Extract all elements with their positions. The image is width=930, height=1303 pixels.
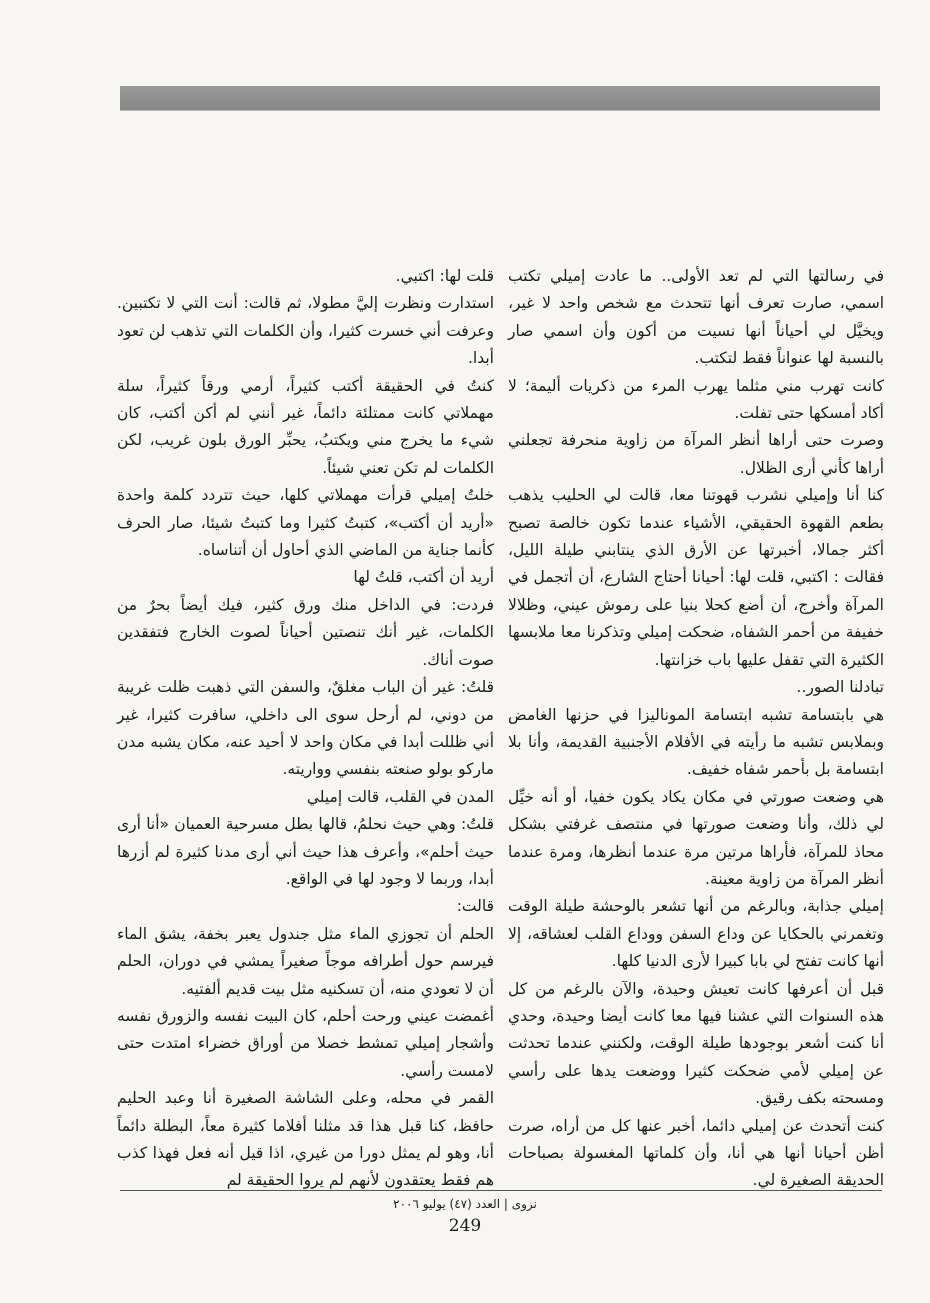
paragraph: إميلي جذابة، وبالرغم من أنها تشعر بالوحشة طيلة الوقت وتغمرني بالحكايا عن وداع السفن ووداع القلب لعشاقه، إلا أنها كانت تفتح لي بابا كبيرا لأرى الدنيا كلها.: [508, 897, 884, 971]
footer-rule: [120, 1190, 882, 1191]
paragraph: قبل أن أعرفها كانت تعيش وحيدة، والآن بالرغم من كل هذه السنوات التي عشنا فيها معا كانت أيضا وحيدة، وحدي أنا كنت أشعر بوجودها طيلة الوقت، ولكنني عندما تحدثت عن إميلي لأمي ضحكت كثيرا ووضعت يدها على رأسي ومسحته بكف رقيق.: [508, 979, 884, 1108]
paragraph: القمر في محله، وعلى الشاشة الصغيرة أنا وعبد الحليم حافظ، كنا قبل هذا قد مثلنا أفلاما كثيرة معاً، البطلة دائماً أنا، وهو لم يمثل دورا من غيري، اذا قيل أنه فعل فهذا كذب هم فقط يعتقدون لأنهم لم يروا الحقيقة لم: [117, 1089, 494, 1190]
header-underline: [120, 110, 880, 111]
paragraph: وصرت حتى أراها أنظر المرآة من زاوية منحرفة تجعلني أراها كأني أرى الظلال.: [508, 431, 884, 477]
paragraph: قلتُ: غير أن الباب مغلقٌ، والسفن التي ذهبت ظلت غريبة من دوني، لم أرحل سوى الى داخلي، سافرت كثيرا، غير أني ظللت أبدا في مكان واحد لا أحيد عنه، مكان يشبه مدن ماركو بولو صنعته بنفسي وواريته.: [117, 678, 494, 779]
header-gray-band: [120, 86, 880, 110]
paragraph: قلت لها: اكتبي.: [395, 267, 494, 285]
paragraph: قلتُ: وهي حيث نحلمُ، قالها بطل مسرحية العميان «أنا أرى حيث أحلم»، وأعرف هذا حيث أني أرى مدنا كثيرة لم أزرها أبدا، وربما لا وجود لها في الواقع.: [117, 815, 494, 888]
paragraph: قالت:: [456, 897, 494, 916]
page-number: 249: [448, 1216, 482, 1236]
paragraph: هي بابتسامة تشبه ابتسامة الموناليزا في حزنها الغامض وبملابس تشبه ما رأيته في الأفلام الأجنبية القديمة، وأنا بلا ابتسامة بل بأحمر شفاه خفيف.: [508, 705, 884, 779]
paragraph: كنت أتحدث عن إميلي دائما، أخبر عنها كل من أراه، صرت أظن أحيانا أنها هي أنا، وأن كلماتها المغسولة بصباحات الحديقة الصغيرة لي.: [508, 1116, 884, 1190]
footer-publication: نزوى | العدد (٤٧) يوليو ٢٠٠٦: [393, 1197, 537, 1211]
article-column-right: [508, 263, 884, 1190]
paragraph: فردت: في الداخل منك ورق كثير، فيك أيضاً بحرٌ من الكلمات، غير أنك تنصتين أحياناً لصوت الخارج فتفقدين صوت أناك.: [117, 595, 494, 669]
paragraph: خلتُ إميلي قرأت مهملاتي كلها، حيث تتردد كلمة واحدة «أريد أن أكتب»، كتبتُ كثيرا وما كتبتُ شيئا، صار الحرف كأنما جناية من الماضي الذي أحاول أن أتناساه.: [117, 486, 494, 560]
paragraph: أريد أن أكتب، قلتُ لها: [353, 568, 494, 587]
paragraph: كنا أنا وإميلي نشرب قهوتنا معا، قالت لي الحليب يذهب بطعم القهوة الحقيقي، الأشياء عندما تكون خالصة تصبح أكثر جمالا، أخبرتها عن الأرق الذي ينتابني طيلة الليل، فقالت : اكتبي، قلت لها: أحيانا أحتاج الشارع، أن أتجمل في المرآة وأخرج، أن أضع كحلا بنيا على رموش عيني، وظلالا خفيفة من أحمر الشفاه، ضحكت إميلي وتذكرنا معا ملابسها الكثيرة التي تقفل عليها باب خزانتها.: [508, 486, 884, 669]
paragraph: الحلم أن تجوزي الماء مثل جندول يعبر بخفة، يشق الماء فيرسم حول أطرافه موجاً صغيراً يمشي في دوران، الحلم أن لا تعودي منه، أن تسكنيه مثل بيت قديم ألفتيه.: [117, 924, 494, 998]
article-column-left: [117, 263, 494, 1190]
paragraph: هي وضعت صورتي في مكان يكاد يكون خفيا، أو أنه خيِّل لي ذلك، وأنا وضعت صورتها في منتصف غرفتي بشكل محاذ للمرآة، فأراها مرتين مرة عندما أنظرها، ومرة عندما أنظر المرآة من زاوية معينة.: [508, 787, 884, 888]
paragraph: كنتُ في الحقيقة أكتب كثيراً، أرمي ورقاً كثيراً، سلة مهملاتي كانت ممتلئة دائماً، غير أنني لم أكن أكتب، كان شيء ما يخرج مني ويكتبُ، يحبِّر الورق بلون غريب، لكن الكلمات لم تكن تعني شيئاً.: [117, 376, 494, 477]
paragraph: استدارت ونظرت إليَّ مطولا، ثم قالت: أنت التي لا تكتبين. وعرفت أني خسرت كثيرا، وأن الكلمات التي تذهب لن تعود أبدا.: [117, 294, 494, 368]
paragraph: أغمضت عيني ورحت أحلم، كان البيت نفسه والزورق نفسه وأشجار إميلي تمشط خصلا من أوراق خضراء امتدت حتى لامست رأسي.: [117, 1006, 494, 1080]
paragraph: كانت تهرب مني مثلما يهرب المرء من ذكريات أليمة؛ لا أكاد أمسكها حتى تفلت.: [508, 376, 884, 423]
paragraph: تبادلنا الصور..: [796, 678, 884, 697]
paragraph: المدن في القلب، قالت إميلي: [306, 787, 494, 806]
paragraph: في رسالتها التي لم تعد الأولى.. ما عادت إميلي تكتب اسمي، صارت تعرف أنها تتحدث مع شخص واحد لا غير، ويخيَّل لي أحياناً أنها نسيت من أكون وأن اسمي صار بالنسبة لها عنواناً فقط لتكتب.: [508, 267, 884, 368]
